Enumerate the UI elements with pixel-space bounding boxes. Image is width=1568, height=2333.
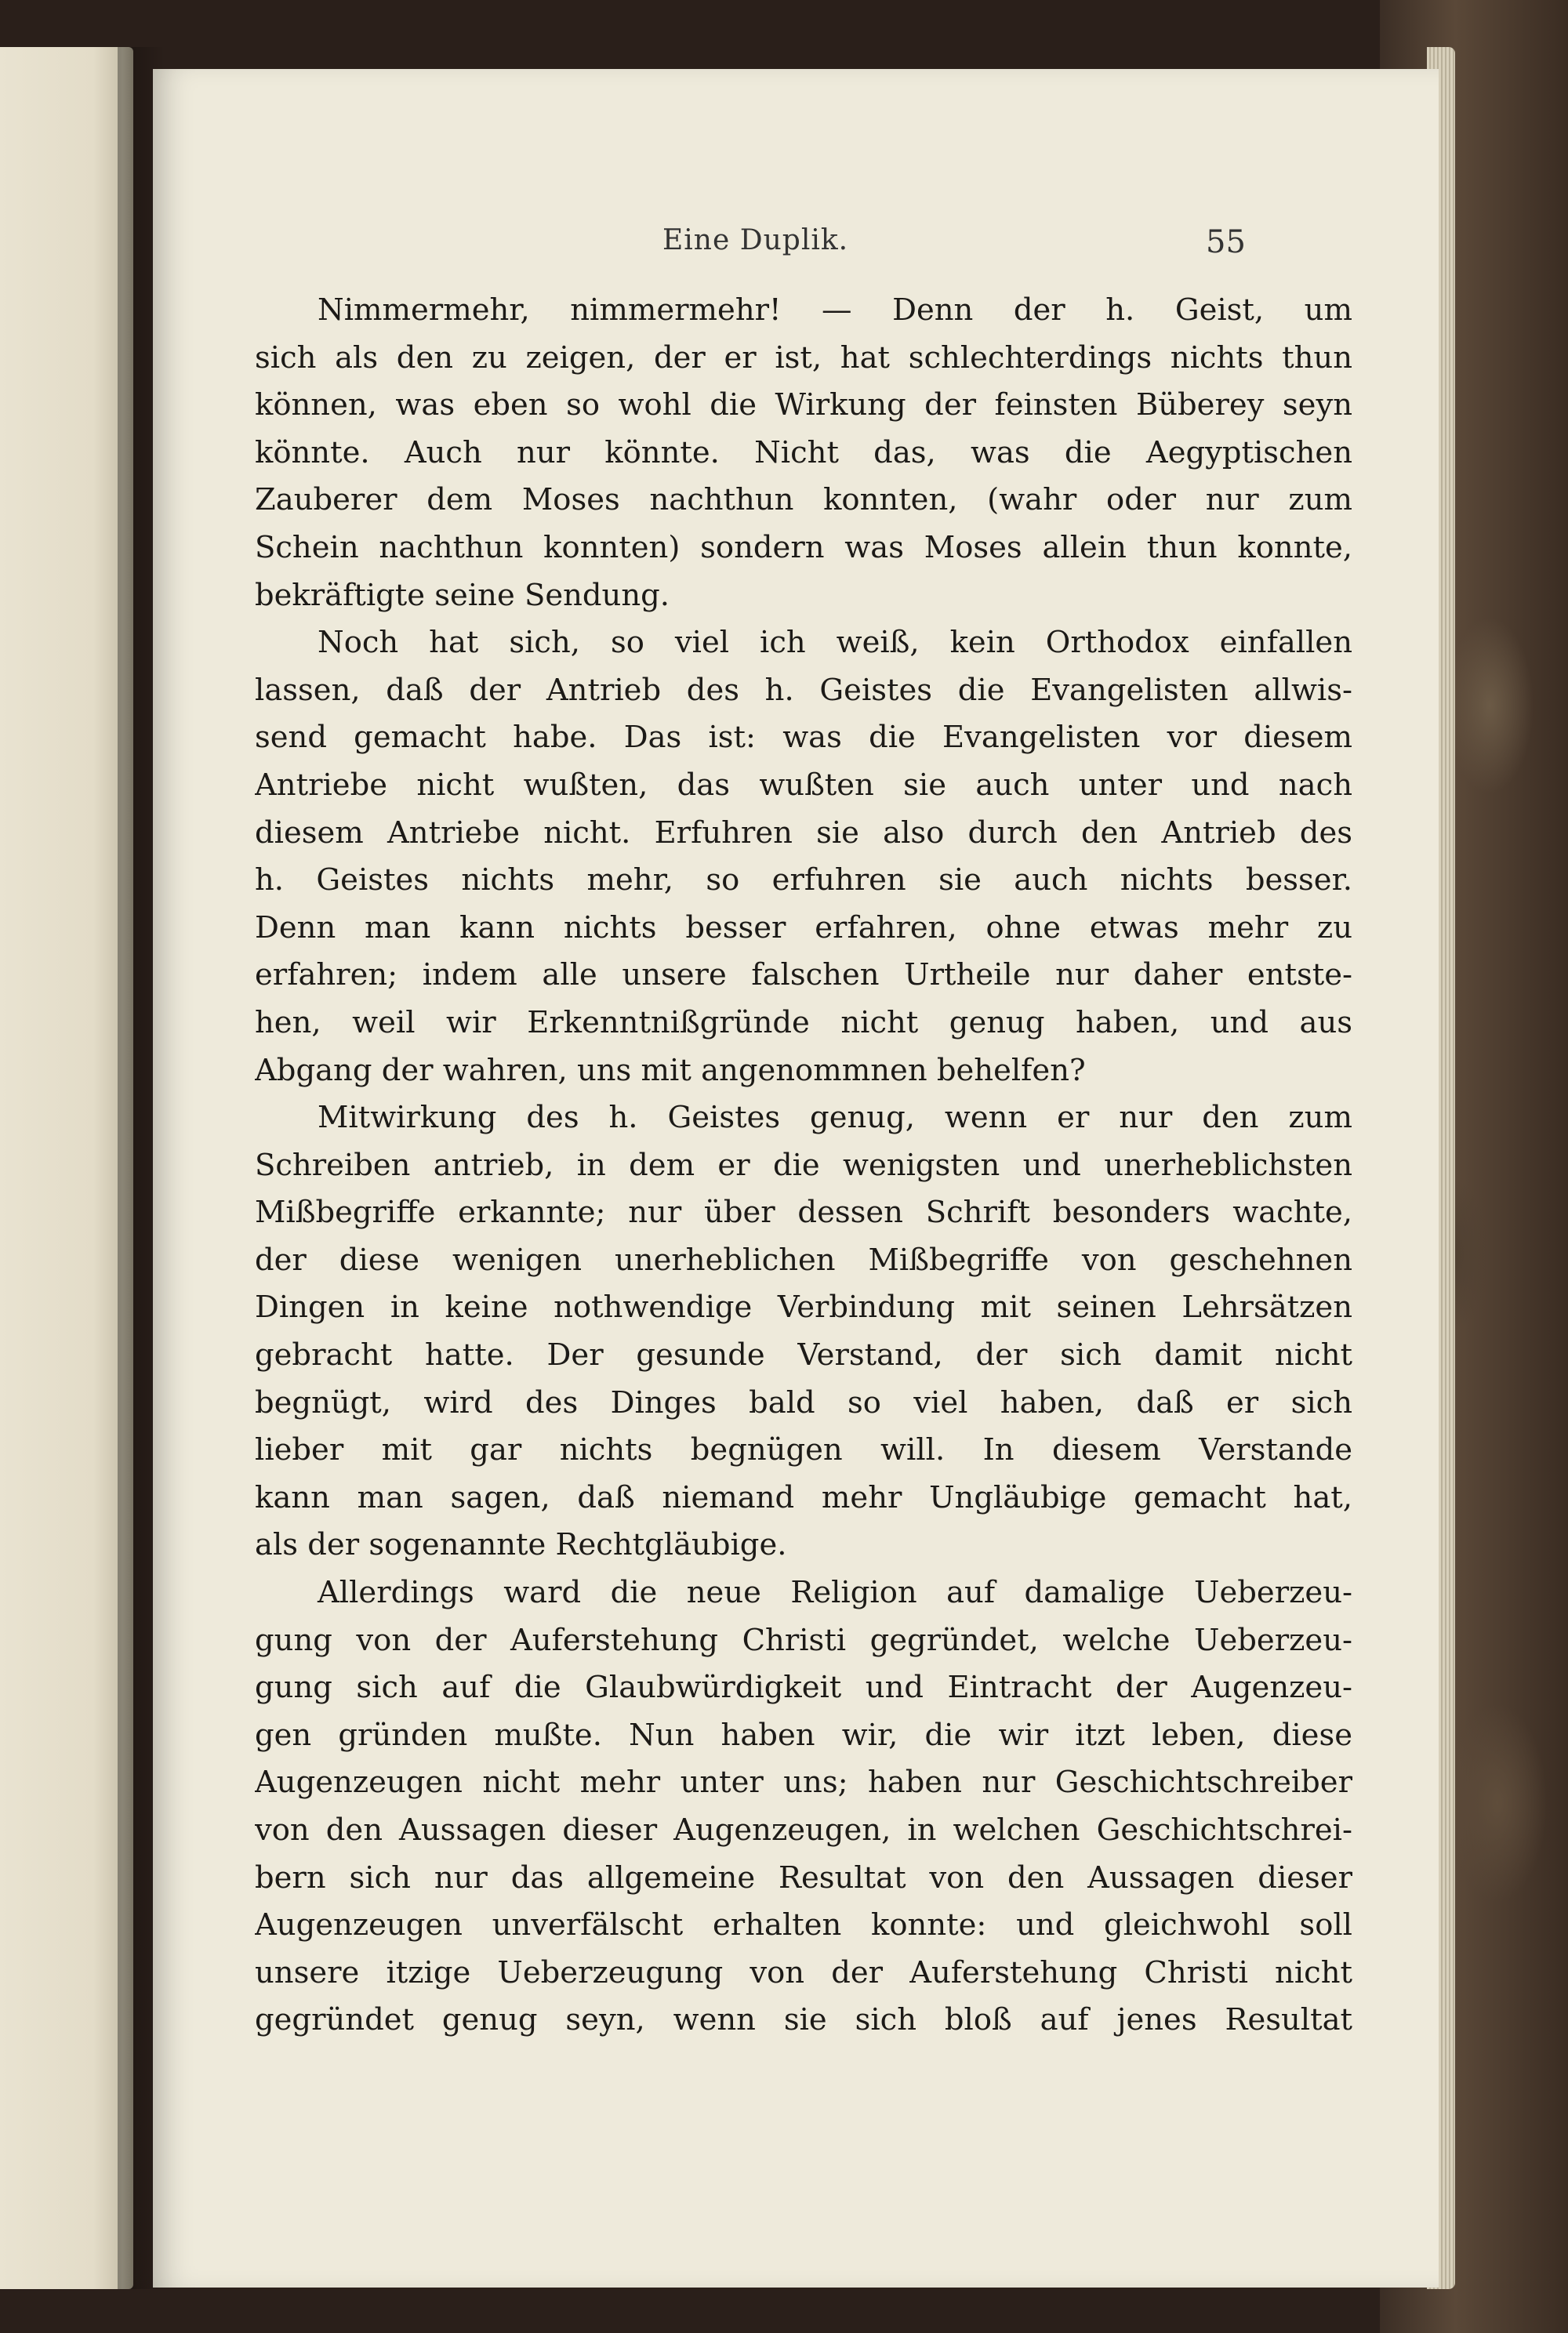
- text-line: Augenzeugen unverfälscht erhalten konnte: und gleichwohl soll: [255, 1907, 1352, 1943]
- text-line: als der sogenannte Rechtgläubige.: [255, 1527, 787, 1563]
- text-line: Zauberer dem Moses nachthun konnten, (wahr oder nur zum: [255, 482, 1352, 518]
- text-line: send gemacht habe. Das ist: was die Evangelisten vor diesem: [255, 720, 1352, 756]
- text-line: könnte. Auch nur könnte. Nicht das, was die Aegyptischen: [255, 434, 1352, 470]
- text-line: lassen, daß der Antrieb des h. Geistes die Evangelisten allwis-: [255, 672, 1352, 708]
- text-line: Augenzeugen nicht mehr unter uns; haben nur Geschichtschreiber: [255, 1765, 1352, 1801]
- text-line: kann man sagen, daß niemand mehr Ungläubige gemacht hat,: [255, 1479, 1352, 1515]
- text-line: Schein nachthun konnten) sondern was Moses allein thun konnte,: [255, 529, 1352, 565]
- page-header: [153, 224, 1439, 271]
- text-line: Nimmermehr, nimmermehr! — Denn der h. Geist, um: [318, 292, 1352, 328]
- text-line: hen, weil wir Erkenntnißgründe nicht genug haben, und aus: [255, 1004, 1352, 1040]
- text-line: lieber mit gar nichts begnügen will. In diesem Verstande: [255, 1432, 1352, 1468]
- text-line: begnügt, wird des Dinges bald so viel haben, daß er sich: [255, 1384, 1352, 1420]
- book-page: [153, 69, 1439, 2288]
- text-line: bekräftigte seine Sendung.: [255, 577, 670, 613]
- left-page-edge: [0, 47, 133, 2289]
- text-line: Dingen in keine nothwendige Verbindung mit seinen Lehrsätzen: [255, 1290, 1352, 1326]
- text-line: der diese wenigen unerheblichen Mißbegriffe von geschehnen: [255, 1242, 1352, 1278]
- text-line: gebracht hatte. Der gesunde Verstand, der sich damit nicht: [255, 1337, 1352, 1373]
- text-line: gung von der Auferstehung Christi gegründet, welche Ueberzeu-: [255, 1622, 1352, 1658]
- text-line: gegründet genug seyn, wenn sie sich bloß auf jenes Resultat: [255, 2002, 1352, 2038]
- text-line: unsere itzige Ueberzeugung von der Auferstehung Christi nicht: [255, 1954, 1352, 1990]
- text-line: Schreiben antrieb, in dem er die wenigsten und unerheblichsten: [255, 1147, 1352, 1183]
- text-line: Mißbegriffe erkannte; nur über dessen Schrift besonders wachte,: [255, 1195, 1352, 1231]
- text-line: von den Aussagen dieser Augenzeugen, in welchen Geschichtschrei-: [255, 1812, 1352, 1848]
- text-line: Antriebe nicht wußten, das wußten sie auch unter und nach: [255, 767, 1352, 803]
- text-line: gen gründen mußte. Nun haben wir, die wir itzt leben, diese: [255, 1717, 1352, 1753]
- text-line: gung sich auf die Glaubwürdigkeit und Eintracht der Augenzeu-: [255, 1670, 1352, 1706]
- text-line: bern sich nur das allgemeine Resultat von den Aussagen dieser: [255, 1860, 1352, 1896]
- page-number: 55: [1206, 224, 1246, 260]
- text-line: können, was eben so wohl die Wirkung der feinsten Büberey seyn: [255, 387, 1352, 423]
- text-line: Denn man kann nichts besser erfahren, ohne etwas mehr zu: [255, 909, 1352, 945]
- text-line: sich als den zu zeigen, der er ist, hat schlechterdings nichts thun: [255, 339, 1352, 376]
- text-line: Noch hat sich, so viel ich weiß, kein Orthodox einfallen: [318, 625, 1352, 661]
- text-line: Allerdings ward die neue Religion auf damalige Ueberzeu-: [318, 1575, 1352, 1611]
- body-text: [255, 287, 1352, 2045]
- text-line: Mitwirkung des h. Geistes genug, wenn er nur den zum: [318, 1100, 1352, 1136]
- text-line: erfahren; indem alle unsere falschen Urtheile nur daher entste-: [255, 957, 1352, 993]
- text-line: diesem Antriebe nicht. Erfuhren sie also durch den Antrieb des: [255, 815, 1352, 851]
- running-title: Eine Duplik.: [662, 224, 849, 256]
- text-line: h. Geistes nichts mehr, so erfuhren sie auch nichts besser.: [255, 862, 1352, 898]
- text-line: Abgang der wahren, uns mit angenommnen behelfen?: [255, 1052, 1086, 1088]
